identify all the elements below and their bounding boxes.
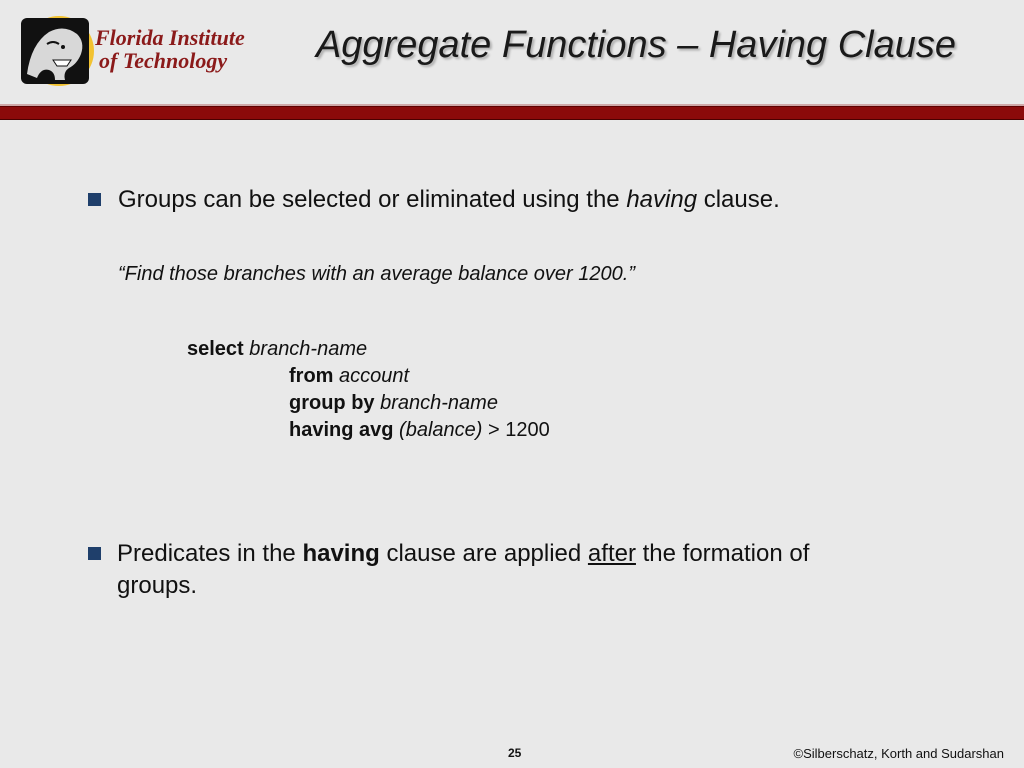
sql-operator: >	[482, 419, 506, 441]
copyright-text: ©Silberschatz, Korth and Sudarshan	[793, 746, 1004, 761]
svg-text:of Technology: of Technology	[99, 48, 228, 73]
slide-header	[0, 0, 1024, 108]
sql-having-arg: (balance)	[399, 419, 483, 441]
bullet-2-bold: having	[302, 540, 380, 567]
bullet-1-emphasis: having	[626, 186, 698, 213]
sql-keyword-from: from	[289, 365, 334, 387]
sql-keyword-group-by: group by	[289, 392, 375, 414]
sql-keyword-select: select	[187, 338, 244, 360]
bullet-2-text	[117, 538, 809, 602]
sql-select-column: branch-name	[249, 338, 368, 360]
bullet-1-pre: Groups can be selected or eliminated using the	[118, 186, 627, 213]
bullet-2-post: the formation of	[635, 540, 810, 567]
sql-line-select	[187, 336, 367, 363]
page-number: 25	[508, 746, 522, 760]
bullet-1-text	[118, 184, 780, 216]
bullet-2-mid: clause are applied	[379, 540, 588, 567]
sql-from-table: account	[339, 365, 410, 387]
square-bullet-icon	[88, 193, 101, 206]
sql-line-from	[289, 363, 409, 390]
bullet-1-post: clause.	[697, 186, 780, 213]
sql-keyword-having-avg: having avg	[289, 419, 394, 441]
header-rule	[0, 106, 1024, 120]
bullet-2-pre: Predicates in the	[117, 540, 303, 567]
example-quote: “Find those branches with an average balance over 1200.”	[118, 263, 635, 285]
sql-line-group-by	[289, 390, 498, 417]
bullet-2-line2: groups.	[117, 572, 198, 599]
sql-threshold: 1200	[505, 419, 550, 441]
sql-group-column: branch-name	[380, 392, 498, 414]
bullet-2-underline: after	[587, 540, 636, 567]
slide-title: Aggregate Functions – Having Clause	[315, 24, 956, 66]
square-bullet-icon	[88, 547, 101, 560]
sql-line-having	[289, 417, 550, 444]
svg-text:Florida Institute: Florida Institute	[95, 25, 245, 50]
